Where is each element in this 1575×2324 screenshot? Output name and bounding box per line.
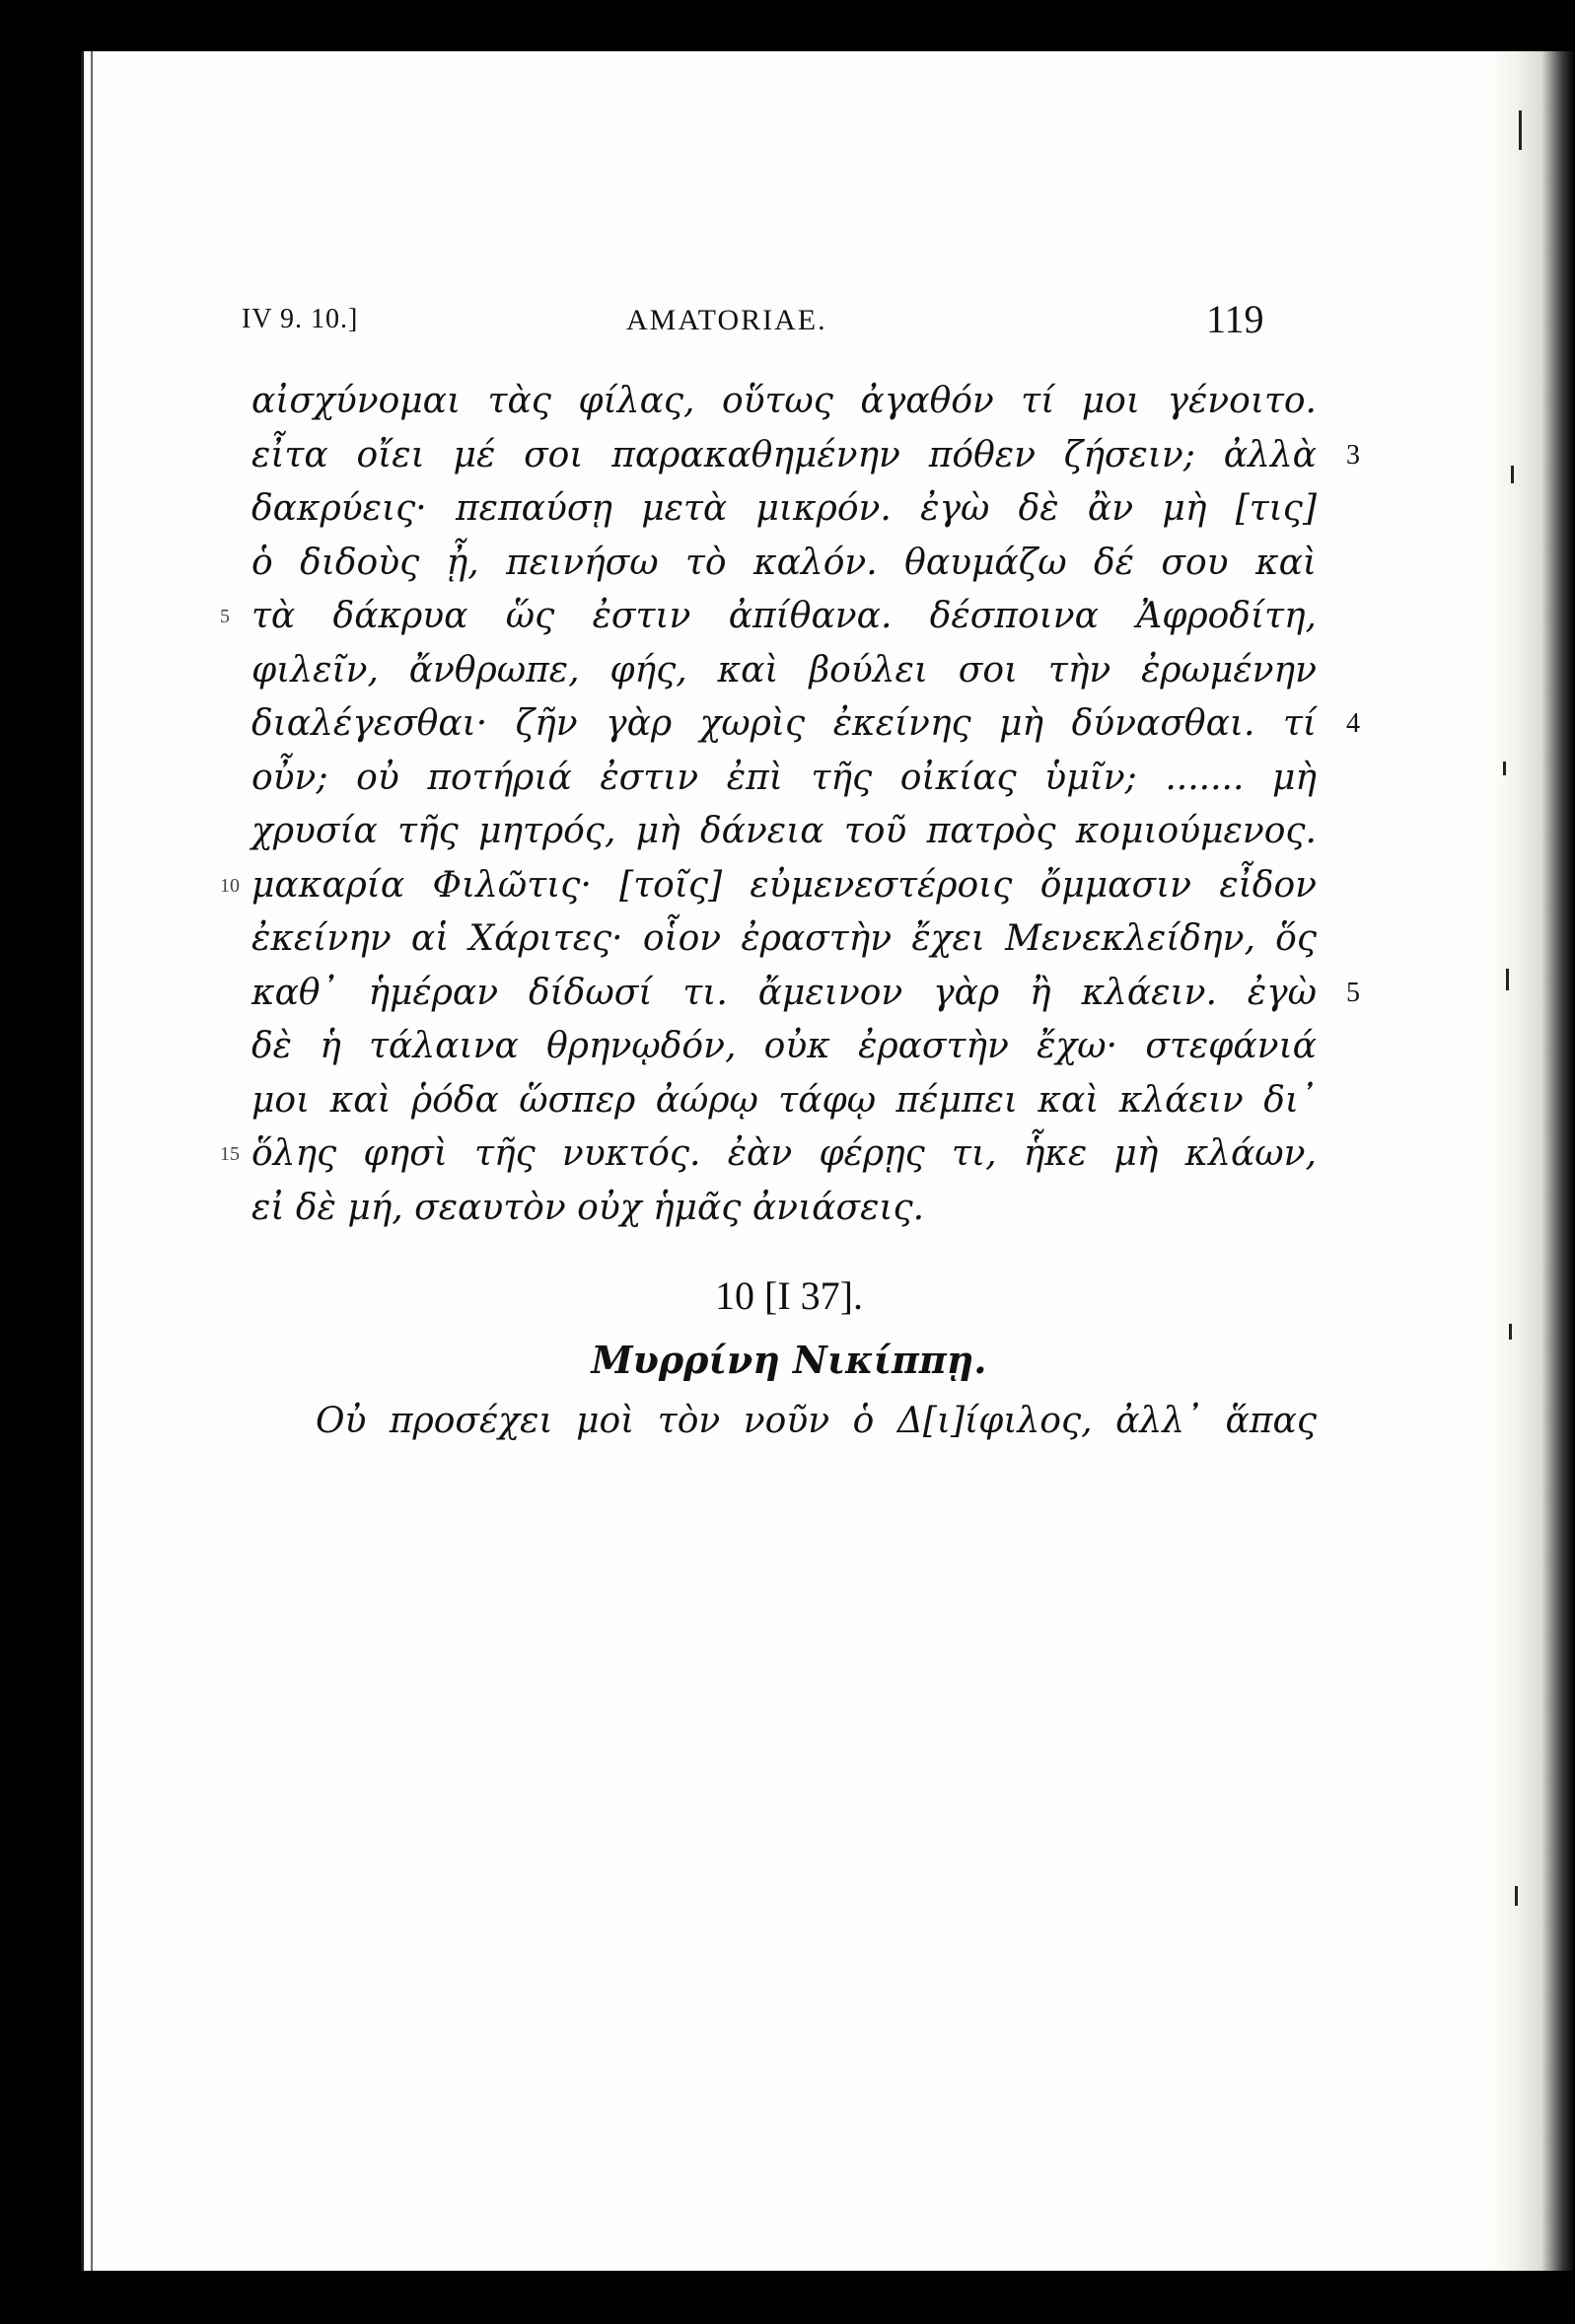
text-line bbox=[251, 1074, 1317, 1128]
margin-number: 3 bbox=[1346, 439, 1360, 471]
text-line bbox=[220, 590, 1317, 644]
scan-speck bbox=[1506, 969, 1509, 990]
text-line bbox=[251, 967, 1360, 1021]
line-text: οὖν; οὐ ποτήριά ἐστιν ἐπὶ τῆς οἰκίας ὑμῖν; ....... μὴ bbox=[251, 757, 1317, 798]
scan-speck bbox=[1511, 466, 1514, 483]
line-text: μακαρία Φιλῶτις· [τοῖς] εὐμενεστέροις ὄμμασιν εἶδον bbox=[251, 864, 1317, 906]
text-line bbox=[251, 537, 1317, 591]
line-number: 5 bbox=[220, 606, 230, 627]
text-line bbox=[251, 752, 1317, 806]
text-line bbox=[251, 1182, 1317, 1236]
line-text: δακρύεις· πεπαύσῃ μετὰ μικρόν. ἐγὼ δὲ ἂν μὴ [τις] bbox=[251, 488, 1317, 529]
line-text: μοι καὶ ῥόδα ὥσπερ ἀώρῳ τάφῳ πέμπει καὶ κλάειν δι᾽ bbox=[251, 1079, 1317, 1121]
text-line bbox=[251, 697, 1360, 752]
line-text: καθ᾽ ἡμέραν δίδωσί τι. ἄμεινον γὰρ ἢ κλάειν. ἐγὼ bbox=[251, 972, 1317, 1013]
page-edge bbox=[1491, 51, 1575, 2271]
text-line bbox=[251, 912, 1317, 967]
text-line bbox=[251, 805, 1317, 859]
page-number: 119 bbox=[1206, 297, 1264, 341]
line-text: εἰ δὲ μή, σεαυτὸν οὐχ ἡμᾶς ἀνιάσεις. bbox=[251, 1187, 925, 1228]
line-text: ἐκείνην αἱ Χάριτες· οἷον ἐραστὴν ἔχει Μενεκλείδην, ὅς bbox=[251, 918, 1317, 959]
running-head-reference: IV 9. 10.] bbox=[242, 304, 359, 334]
section-number: 10 [I 37]. bbox=[715, 1273, 863, 1318]
text-line bbox=[251, 375, 1317, 429]
spine-shadow bbox=[91, 51, 93, 2271]
line-text: φιλεῖν, ἄνθρωπε, φής, καὶ βούλει σοι τὴν ἐρωμένην bbox=[251, 649, 1317, 690]
line-text: εἶτα οἴει μέ σοι παρακαθημένην πόθεν ζήσειν; ἀλλὰ bbox=[251, 434, 1317, 475]
line-text: ὁ διδοὺς ᾖ, πεινήσω τὸ καλόν. θαυμάζω δέ σου καὶ bbox=[251, 542, 1317, 583]
scan-speck bbox=[1515, 1886, 1518, 1906]
section-title: Μυρρίνη Νικίππῃ. bbox=[591, 1338, 987, 1382]
text-line bbox=[251, 1020, 1317, 1074]
scan-speck bbox=[1519, 110, 1522, 150]
margin-number: 4 bbox=[1346, 708, 1360, 739]
text-line bbox=[220, 1127, 1317, 1182]
line-text: χρυσία τῆς μητρός, μὴ δάνεια τοῦ πατρὸς κομιούμενος. bbox=[251, 811, 1317, 851]
section-opening-line: Οὐ προσέχει μοὶ τὸν νοῦν ὁ Δ[ι]ίφιλος, ἀλλ᾽ ἅπας bbox=[316, 1401, 1317, 1441]
line-number: 10 bbox=[220, 874, 240, 897]
line-text: δὲ ἡ τάλαινα θρηνῳδόν, οὐκ ἐραστὴν ἔχω· στεφάνιά bbox=[251, 1026, 1317, 1066]
text-line bbox=[251, 429, 1360, 483]
running-head bbox=[84, 298, 1494, 347]
line-text: τὰ δάκρυα ὥς ἐστιν ἀπίθανα. δέσποινα Ἀφροδίτη, bbox=[251, 596, 1317, 636]
scan-speck bbox=[1503, 762, 1506, 775]
running-head-title: AMATORIAE. bbox=[626, 304, 827, 336]
book-page bbox=[81, 51, 1494, 2271]
margin-number: 5 bbox=[1346, 977, 1360, 1008]
line-text: διαλέγεσθαι· ζῆν γὰρ χωρὶς ἐκείνης μὴ δύνασθαι. τί bbox=[251, 703, 1317, 744]
line-number: 15 bbox=[220, 1143, 240, 1165]
text-line bbox=[251, 644, 1317, 698]
text-line bbox=[220, 859, 1317, 913]
line-text: ὅλης φησὶ τῆς νυκτός. ἐὰν φέρῃς τι, ἧκε μὴ κλάων, bbox=[251, 1133, 1317, 1174]
scan-speck bbox=[1509, 1324, 1512, 1340]
line-text: αἰσχύνομαι τὰς φίλας, οὕτως ἀγαθόν τί μοι γένοιτο. bbox=[251, 381, 1317, 421]
body-text bbox=[220, 375, 1360, 1235]
text-line bbox=[251, 482, 1317, 537]
